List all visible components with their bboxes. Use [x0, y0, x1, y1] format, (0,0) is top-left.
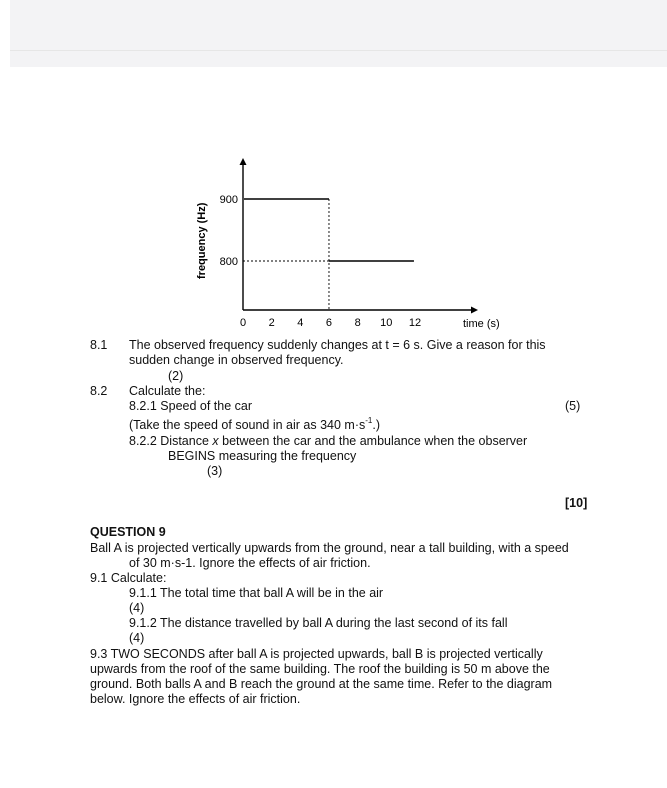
q93-text-line4: below. Ignore the effects of air friction. [90, 692, 301, 706]
y-axis-arrow [240, 158, 247, 165]
x-tick-label-2: 2 [268, 317, 275, 329]
q821-marks: (5) [565, 399, 581, 413]
q821-note-main: (Take the speed of sound in air as 340 m·s [129, 418, 366, 432]
x-axis-arrow [471, 307, 478, 314]
q91-text: 9.1 Calculate: [90, 571, 167, 585]
x-tick-label-4: 4 [297, 317, 304, 329]
q911-marks: (4) [129, 601, 145, 615]
q81-number: 8.1 [90, 338, 108, 352]
q82-number: 8.2 [90, 384, 108, 398]
q821-note-sup: -1 [365, 416, 373, 425]
q821-note [129, 418, 380, 434]
q93-text-line3: ground. Both balls A and B reach the ground at the same time. Refer to the diagram [90, 677, 553, 691]
q9-intro-line2: of 30 m·s-1. Ignore the effects of air friction. [129, 556, 371, 570]
x-tick-label-0: 0 [239, 317, 247, 329]
x-tick-label-12: 12 [408, 317, 422, 329]
q822-variable: x [212, 434, 219, 448]
q911-text: 9.1.1 The total time that ball A will be in the air [129, 586, 384, 600]
q821-text: 8.2.1 Speed of the car [129, 399, 253, 413]
frequency-time-graph [0, 0, 667, 340]
y-axis-label: frequency (Hz) [196, 202, 208, 279]
y-tick-label-900: 900 [219, 194, 238, 206]
q93-text-line1: 9.3 TWO SECONDS after ball A is projected upwards, ball B is projected vertically [90, 647, 543, 661]
x-tick-label-8: 8 [354, 317, 361, 329]
q822-text-line1 [129, 434, 527, 449]
q81-text-line2: sudden change in observed frequency. [129, 353, 344, 367]
q912-text: 9.1.2 The distance travelled by ball A during the last second of its fall [129, 616, 508, 630]
q82-text: Calculate the: [129, 384, 206, 398]
y-tick-label-800: 800 [219, 256, 238, 268]
q822-text-post: between the car and the ambulance when the observer [218, 434, 528, 448]
q8-total-marks: [10] [565, 496, 588, 510]
q81-marks: (2) [168, 369, 184, 383]
q822-marks: (3) [207, 464, 223, 478]
q81-text-line1: The observed frequency suddenly changes at t = 6 s. Give a reason for this [129, 338, 546, 352]
q912-marks: (4) [129, 631, 145, 645]
x-axis-label: time (s) [463, 318, 500, 330]
q821-note-end: .) [372, 418, 381, 432]
q9-heading: QUESTION 9 [90, 525, 166, 539]
x-tick-label-10: 10 [380, 317, 393, 329]
q822-text-pre: 8.2.2 Distance [129, 434, 213, 448]
x-tick-label-6: 6 [325, 317, 333, 329]
q9-intro-line1: Ball A is projected vertically upwards from the ground, near a tall building, with a speed [90, 541, 569, 555]
q93-text-line2: upwards from the roof of the same building. The roof the building is 50 m above the [90, 662, 550, 676]
q822-text-line2: BEGINS measuring the frequency [168, 449, 357, 463]
